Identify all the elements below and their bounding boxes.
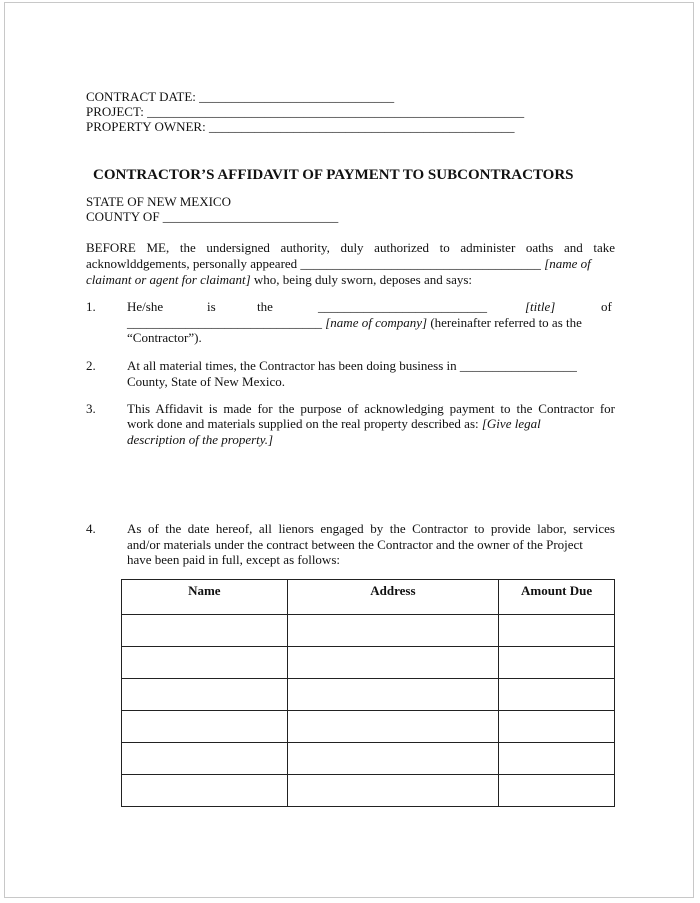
address-cell[interactable] [287,743,499,775]
name-cell[interactable] [122,711,288,743]
amount-due-cell[interactable] [499,679,615,711]
affidavit-page [4,2,694,898]
item-3-line-2-text: work done and materials supplied on the real property described as: [127,416,479,431]
intro-line-3-text: who, being duly sworn, deposes and says: [253,272,473,287]
name-cell[interactable] [122,743,288,775]
item-2-line-2: County, State of New Mexico. [127,374,286,389]
item-1-word-heshe: He/she [127,299,164,314]
item-1-line-3: “Contractor”). [127,330,202,345]
name-cell[interactable] [122,615,288,647]
amount-due-cell[interactable] [499,615,615,647]
item-2-line-1: At all material times, the Contractor has been doing business in __________________ [127,358,577,373]
table-row [122,679,615,711]
amount-due-cell[interactable] [499,711,615,743]
item-4-line-3: have been paid in full, except as follows: [127,552,340,567]
item-3-legal-hint: [Give legal [481,416,541,431]
table-row [122,743,615,775]
address-cell[interactable] [287,775,499,807]
property-owner-line: PROPERTY OWNER: _______________________________________________ [86,119,515,134]
amount-due-column-header: Amount Due [499,580,615,615]
item-4-number: 4. [86,521,96,536]
amount-due-cell[interactable] [499,743,615,775]
contract-date-line: CONTRACT DATE: ______________________________ [86,89,395,104]
intro-line-2 [86,256,591,272]
name-cell[interactable] [122,647,288,679]
claimant-hint: claimant or agent for claimant] [86,272,251,287]
item-1-word-the: the [257,299,273,314]
lienors-table [121,579,615,807]
item-4-line-1: As of the date hereof, all lienors engaged by the Contractor to provide labor, services [127,521,615,536]
item-1-title-blank: __________________________ [318,299,487,314]
name-cell[interactable] [122,679,288,711]
item-1-line-2 [127,315,582,331]
table-row [122,615,615,647]
item-2-number: 2. [86,358,96,373]
item-1-company-blank: ______________________________ [127,315,322,330]
item-1-word-of: of [601,299,612,314]
county-line: COUNTY OF ___________________________ [86,209,339,224]
address-cell[interactable] [287,647,499,679]
item-3-number: 3. [86,401,96,416]
table-row [122,647,615,679]
item-1-company-hint: [name of company] [325,315,428,330]
item-1-number: 1. [86,299,96,314]
item-3-line-3: description of the property.] [127,432,274,447]
item-1-title-hint: [title] [525,299,556,314]
amount-due-cell[interactable] [499,775,615,807]
intro-line-2-text: acknowlddgements, personally appeared _____________________________________ [86,256,541,271]
item-1-line-2-rest: (hereinafter referred to as the [430,315,582,330]
name-column-header: Name [122,580,288,615]
table-row [122,775,615,807]
name-of-claimant-hint: [name of [544,256,591,271]
state-line: STATE OF NEW MEXICO [86,194,231,209]
table-header-row [122,580,615,615]
item-1-word-is: is [207,299,216,314]
intro-line-1: BEFORE ME, the undersigned authority, duly authorized to administer oaths and take [86,240,615,255]
address-cell[interactable] [287,711,499,743]
table-row [122,711,615,743]
address-cell[interactable] [287,615,499,647]
intro-line-3 [86,272,472,288]
address-cell[interactable] [287,679,499,711]
name-cell[interactable] [122,775,288,807]
item-3-line-1: This Affidavit is made for the purpose of acknowledging payment to the Contractor for [127,401,615,416]
item-3-line-2 [127,416,541,432]
address-column-header: Address [287,580,499,615]
item-4-line-2: and/or materials under the contract between the Contractor and the owner of the Project [127,537,583,552]
document-title: CONTRACTOR’S AFFIDAVIT OF PAYMENT TO SUBCONTRACTORS [93,167,574,183]
amount-due-cell[interactable] [499,647,615,679]
project-line: PROJECT: __________________________________________________________ [86,104,525,119]
